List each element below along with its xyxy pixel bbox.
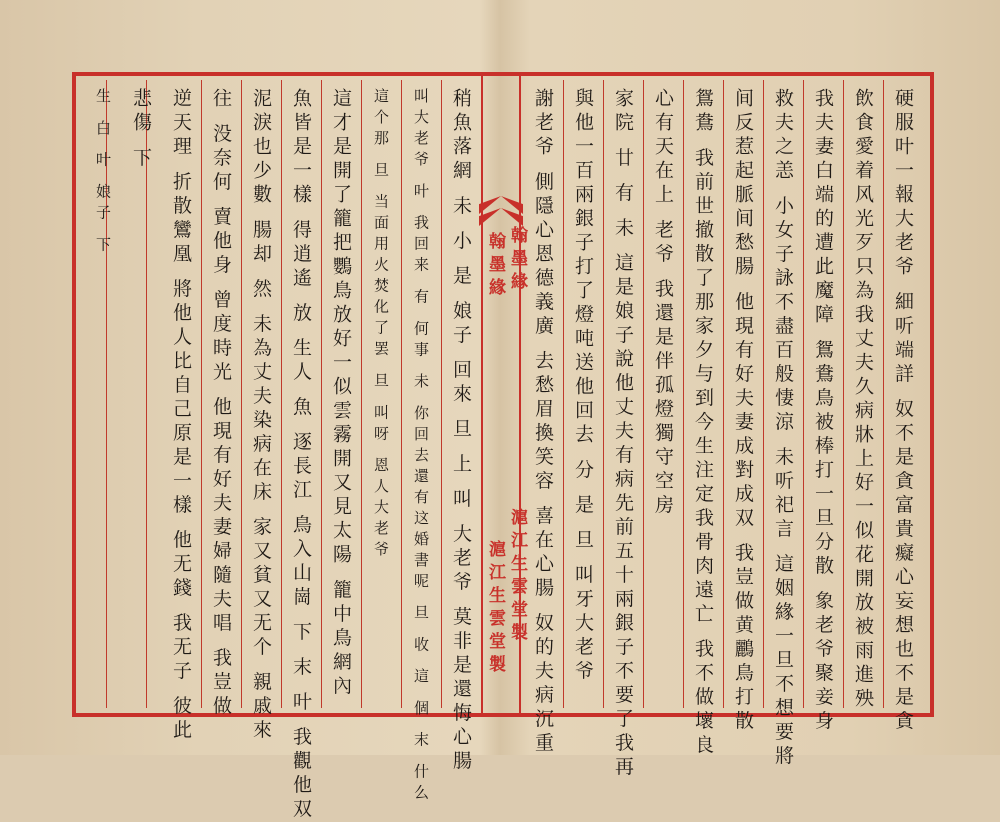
column-rule [361, 80, 362, 708]
column-rule [883, 80, 884, 708]
column-rule [803, 80, 804, 708]
column-rule [763, 80, 764, 708]
brand-label-right: 翰墨緣 [507, 226, 527, 295]
text-column: 家院 廿 有 未 這是娘子說他丈夫有病先前五十兩銀子不要了我再 [612, 88, 634, 781]
text-column: 與他一百兩銀子打了燈吨送他回去 分 是 旦 叫牙大老爷 [572, 88, 594, 685]
text-column: 稍魚落網 未 小 是 娘子 回來 旦 上 叫 大老爷 莫非是還悔心腸 [450, 88, 472, 775]
column-rule [146, 80, 147, 708]
text-column: 心有天在上 老爷 我還是伴孤燈獨守空房 [652, 88, 674, 519]
text-column: 间反惹起脈间愁腸 他現有好夫妻成對成双 我豈做黄鸝鳥打散 [732, 88, 754, 735]
text-column: 飲食愛着风光歹只為我丈夫久病牀上好一似花開放被雨進殃 [852, 88, 874, 712]
text-column: 鴛鴦 我前世撤散了那家夕与到今生注定我骨肉遠亡 我不做壞良 [692, 88, 714, 759]
text-column: 生 白 叶 娘子 下 [94, 88, 112, 258]
column-rule [723, 80, 724, 708]
text-column: 悲傷 下 [130, 88, 152, 172]
column-rule [683, 80, 684, 708]
text-column: 魚皆是一樣 得逍遙 放 生人 魚 逐長江 鳥入山崗 下 末 叶 我觀他双 [290, 88, 312, 822]
text-column: 這才是開了籠把鸚鳥放好一似雲霧開又見太陽 籠中鳥網內 [330, 88, 352, 700]
column-rule [321, 80, 322, 708]
column-rule [401, 80, 402, 708]
maker-label-left: 滬江生雲堂製 [485, 540, 505, 678]
text-column: 往 没奈何 賣他身 曾度時光 他現有好夫妻婦隨夫唱 我豈做 [210, 88, 232, 720]
text-column: 這个那 旦 当面用火焚化了罢 旦 叫呀 恩人大老爷 [372, 88, 390, 562]
brand-label-left: 翰墨緣 [485, 232, 505, 301]
column-rule [441, 80, 442, 708]
column-rule [843, 80, 844, 708]
column-rule [201, 80, 202, 708]
text-column: 泥淚也少數 腸却 然 未為丈夫染病在床 家又貧又无个 親戚來 [250, 88, 272, 744]
text-column: 逆天理 折散鸞凰 將他人比自己原是一樣 他无錢 我无子 彼此 [170, 88, 192, 744]
maker-label-right: 滬江生雲堂製 [507, 508, 527, 646]
text-column: 硬服叶一報大老爷 細听端詳 奴不是貪富貴癡心妄想也不是貪 [892, 88, 914, 735]
column-rule [603, 80, 604, 708]
text-column: 救夫之恙 小女子詠不盡百般悽涼 未听祀言 這姻緣一旦不想要將 [772, 88, 794, 770]
text-column: 叫大老爷 叶 我回来 有 何事 未 你回去還有这婚書呢 旦 收 這 個 末 什么 [412, 88, 430, 806]
text-column: 我夫妻白端的遭此魔障 鴛鴦鳥被棒打一旦分散 象老爷聚妾身 [812, 88, 834, 735]
column-rule [563, 80, 564, 708]
text-column: 謝老爷 側隱心恩德義廣 去愁眉換笑容 喜在心腸 奴的夫病沉重 [532, 88, 554, 757]
column-rule [241, 80, 242, 708]
column-rule [281, 80, 282, 708]
column-rule [643, 80, 644, 708]
